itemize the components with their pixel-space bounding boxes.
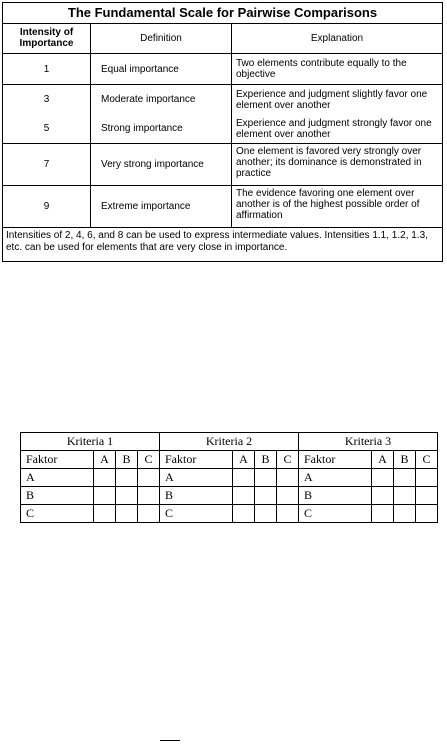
- intensity-value: 1: [3, 54, 91, 84]
- value-cell: [94, 469, 116, 487]
- row-label: B: [299, 487, 372, 505]
- intensity-value: 9: [3, 186, 91, 227]
- pairwise-scale-table: [2, 2, 443, 262]
- row-label: A: [160, 469, 233, 487]
- definition-text: Equal importance: [91, 54, 232, 84]
- definition-text: Strong importance: [101, 123, 183, 135]
- col-header: B: [394, 451, 416, 469]
- definition-text: Moderate importance: [101, 94, 196, 106]
- value-cell: [372, 469, 394, 487]
- value-cell: [138, 469, 160, 487]
- value-cell: [277, 505, 299, 523]
- col-header: C: [416, 451, 438, 469]
- explanation-text: The evidence favoring one element over another is of the highest possible order of affirmation: [236, 188, 420, 221]
- col-header: C: [138, 451, 160, 469]
- row-label: C: [21, 505, 94, 523]
- value-cell: [233, 487, 255, 505]
- definition-text: Extreme importance: [91, 186, 232, 227]
- value-cell: [116, 505, 138, 523]
- faktor-header: Faktor: [299, 451, 372, 469]
- value-cell: [255, 469, 277, 487]
- header-definition: Definition: [91, 24, 232, 53]
- intensity-value: 3: [43, 94, 50, 106]
- col-header: A: [233, 451, 255, 469]
- footer-rule: [160, 740, 180, 741]
- row-label: B: [21, 487, 94, 505]
- explanation-text: Experience and judgment slightly favor one element over another: [236, 88, 428, 111]
- kriteria-row: [21, 487, 438, 505]
- row-label: C: [160, 505, 233, 523]
- col-header: B: [116, 451, 138, 469]
- value-cell: [94, 505, 116, 523]
- value-cell: [372, 505, 394, 523]
- col-header: A: [94, 451, 116, 469]
- kriteria-row: [21, 505, 438, 523]
- value-cell: [116, 487, 138, 505]
- value-cell: [277, 469, 299, 487]
- value-cell: [394, 505, 416, 523]
- scale-row: [3, 144, 442, 186]
- value-cell: [416, 469, 438, 487]
- value-cell: [233, 469, 255, 487]
- value-cell: [138, 505, 160, 523]
- header-explanation: Explanation: [310, 33, 364, 44]
- value-cell: [277, 487, 299, 505]
- scale-title: The Fundamental Scale for Pairwise Comparisons: [3, 3, 442, 24]
- scale-row: [3, 54, 442, 85]
- scale-note: Intensities of 2, 4, 6, and 8 can be used to express intermediate values. Intensities 1.1, 1.2, 1.3, etc. can be used for elements that are very close in importance.: [6, 230, 428, 253]
- value-cell: [233, 505, 255, 523]
- value-cell: [94, 487, 116, 505]
- explanation-text: Two elements contribute equally to the objective: [236, 58, 407, 80]
- kriteria-header-row: [21, 451, 438, 469]
- faktor-header: Faktor: [21, 451, 94, 469]
- intensity-value: 5: [43, 123, 50, 135]
- header-intensity: Intensity of Importance: [3, 24, 91, 53]
- scale-header-row: [3, 24, 442, 54]
- row-label: A: [21, 469, 94, 487]
- scale-row-group: [3, 85, 442, 144]
- explanation-text: One element is favored very strongly over another; its dominance is demonstrated in practice: [236, 146, 422, 179]
- kriteria-title: Kriteria 1: [21, 433, 160, 451]
- explanation-text: Experience and judgment strongly favor one element over another: [236, 117, 432, 140]
- intensity-value: 7: [3, 144, 91, 185]
- col-header: C: [277, 451, 299, 469]
- kriteria-tables: [20, 432, 438, 523]
- kriteria-title-row: [21, 433, 438, 451]
- definition-text: Very strong importance: [91, 144, 232, 185]
- col-header: B: [255, 451, 277, 469]
- faktor-header: Faktor: [160, 451, 233, 469]
- value-cell: [116, 469, 138, 487]
- row-label: C: [299, 505, 372, 523]
- kriteria-row: [21, 469, 438, 487]
- value-cell: [372, 487, 394, 505]
- row-label: B: [160, 487, 233, 505]
- value-cell: [416, 487, 438, 505]
- kriteria-title: Kriteria 3: [299, 433, 438, 451]
- value-cell: [255, 487, 277, 505]
- row-label: A: [299, 469, 372, 487]
- value-cell: [394, 469, 416, 487]
- value-cell: [138, 487, 160, 505]
- value-cell: [416, 505, 438, 523]
- value-cell: [394, 487, 416, 505]
- kriteria-title: Kriteria 2: [160, 433, 299, 451]
- scale-row: [3, 186, 442, 228]
- col-header: A: [372, 451, 394, 469]
- value-cell: [255, 505, 277, 523]
